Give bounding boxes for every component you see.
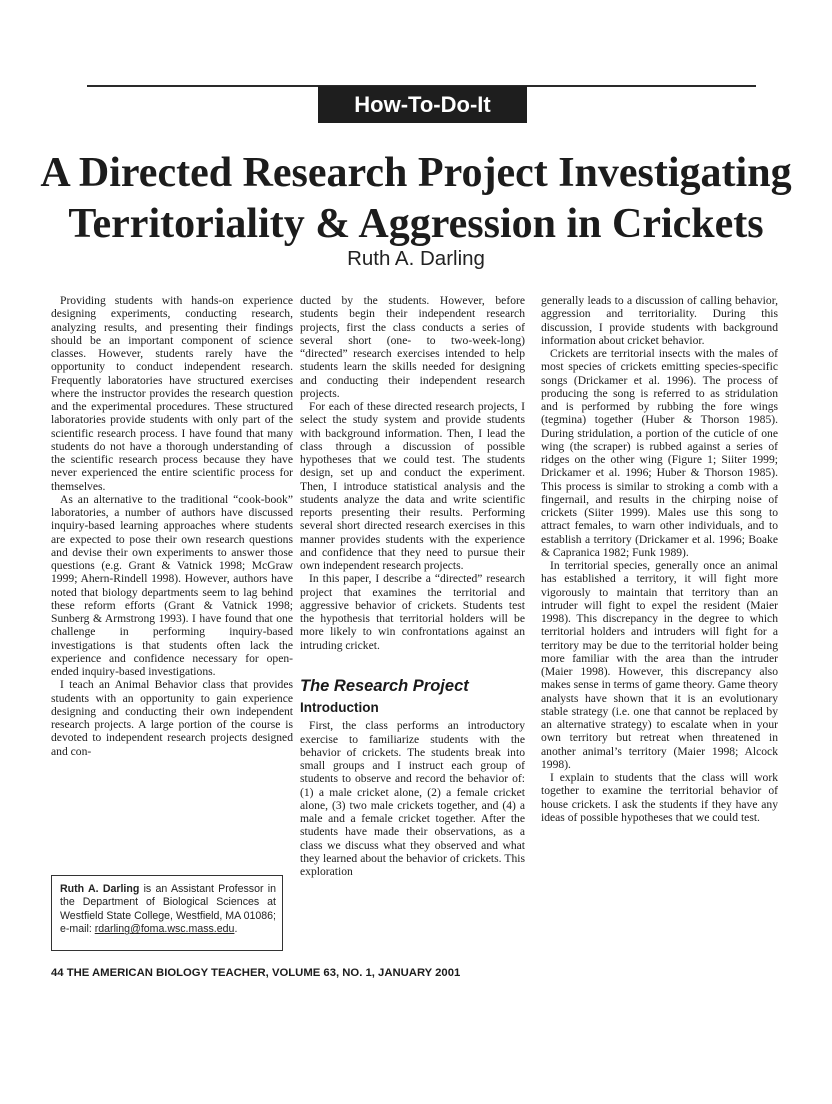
email-link[interactable]: rdarling@foma.wsc.mass.edu [94, 923, 235, 936]
title-line-1: A Directed Research Project Investigating [40, 150, 792, 196]
section-heading: The Research Project [300, 676, 469, 695]
section-banner: How-To-Do-It [318, 86, 527, 123]
bio-author-name: Ruth A. Darling [60, 883, 140, 895]
paragraph: I explain to students that the class will work together to examine the territorial behavior of house crickets. I ask the students if they have any ideas of possible hypotheses that we could test. [541, 771, 778, 824]
paragraph: Providing students with hands-on experience designing experiments, conducting research, analyzing results, and presenting their findings should be an important component of science classes. However, students rarely have the opportunity to conduct independent research. Frequently laboratories have structured exercises where the instructor provides the research question and the experimental procedures. These structured laboratories provide students with only part of the scientific research process. I have found that many students do not have a thorough understanding of the scientific research process because they have never experienced the entire scientific process for themselves. [51, 294, 293, 493]
column-2 [300, 294, 525, 878]
footer-citation: 44 THE AMERICAN BIOLOGY TEACHER, VOLUME 63, NO. 1, JANUARY 2001 [51, 967, 461, 979]
bio-end: . [234, 923, 238, 936]
paragraph: First, the class performs an introductory exercise to familiarize students with the behavior of crickets. The students break into small groups and I instruct each group of students to observe and record the behavior of: (1) a male cricket alone, (2) a female cricket alone, (3) two male crickets together, and (4) a male and a female cricket together. After the students have made their observations, as a class we discuss what they observed and what they learned about the behavior of crickets. This exploration [300, 719, 525, 878]
paragraph: For each of these directed research projects, I select the study system and provide students with background information. Then, I lead the class through a discussion of possible hypotheses that we could test. The students design, set up and conduct the experiment. Then, I introduce statistical analysis and the students analyze the data and write scientific reports presenting their results. Performing several short directed research exercises in this manner provides students with the experience and confidence that they need to pursue their own independent research projects. [300, 400, 525, 572]
title-line-2: Territoriality & Aggression in Crickets [68, 201, 764, 247]
paragraph: ducted by the students. However, before students begin their independent research projects, first the class conducts a series of several short (one- to two-week-long) “directed” research exercises intended to help students learn the skills needed for designing and conducting their independent research projects. [300, 294, 525, 400]
author-bio-box [51, 875, 283, 951]
column-1 [51, 294, 293, 758]
paragraph: Crickets are territorial insects with the males of most species of crickets emitting species-specific songs (Drickamer et al. 1996). The process of producing the song is referred to as stridulation and is performed by rubbing the fore wings (tegmina) together (Huber & Thorson 1985). During stridulation, a portion of the cuticle of one wing (the scraper) is rubbed against a series of ridges on the other wing (Figure 1; Siiter 1999; Drickamer et al. 1996; Huber & Thorson 1985). This process is similar to stroking a comb with a fingernail, and results in the chirping noise of crickets (Siiter 1999). Males use this song to attract females, to warn other individuals, and to establish a territory (Drickamer et al. 1996; Boake & Capranica 1982; Funk 1989). [541, 347, 778, 559]
paragraph: generally leads to a discussion of calling behavior, aggression and territoriality. During this discussion, I provide students with background information about cricket behavior. [541, 294, 778, 347]
paragraph: In this paper, I describe a “directed” research project that examines the territorial and aggressive behavior of crickets. Students test the hypothesis that territorial holders will be more likely to win confrontations against an intruding cricket. [300, 572, 525, 652]
paragraph: In territorial species, generally once an animal has established a territory, it will fight more vigorously to maintain that territory than an intruder will fight to expel the resident (Maier 1998). This discrepancy in the degree to which territorial holders and intruders will fight for a territory may be due to the territorial holder being more familiar with the area than the intruder (Maier 1998). However, this discrepancy also makes sense in terms of game theory. Game theory analysts have shown that it is an evolutionary stable strategy (i.e. one that cannot be replaced by an alternative strategy) to escalate when in your own territory but retreat when threatened in another animal’s territory (Maier 1998; Alcock 1998). [541, 559, 778, 771]
bio-text: is an Assistant Professor in the Department of Biological Sciences at Westfield State College, Westfield, MA 01086; e-mail: [60, 883, 277, 936]
subsection-heading: Introduction [300, 700, 379, 715]
column-3 [541, 294, 778, 824]
article-title [40, 148, 792, 250]
paragraph: I teach an Animal Behavior class that provides students with an opportunity to gain experience designing and conducting their own independent research projects. A large portion of the course is devoted to independent research projects designed and con- [51, 678, 293, 758]
author-name: Ruth A. Darling [347, 247, 485, 270]
paragraph: As an alternative to the traditional “cook-book” laboratories, a number of authors have discussed inquiry-based learning approaches where students are expected to pose their own research questions and devise their own experiments to answer those questions (e.g. Grant & Vatnick 1998; McGraw 1999; Ahern-Rindell 1998). However, authors have noted that biology departments seem to lag behind these reform efforts (Grant & Vatnick 1998; Sunberg & Armstrong 1993). I have found that one challenge in performing inquiry-based investigations is that students often lack the experience and confidence necessary for open-ended inquiry-based investigations. [51, 492, 293, 678]
